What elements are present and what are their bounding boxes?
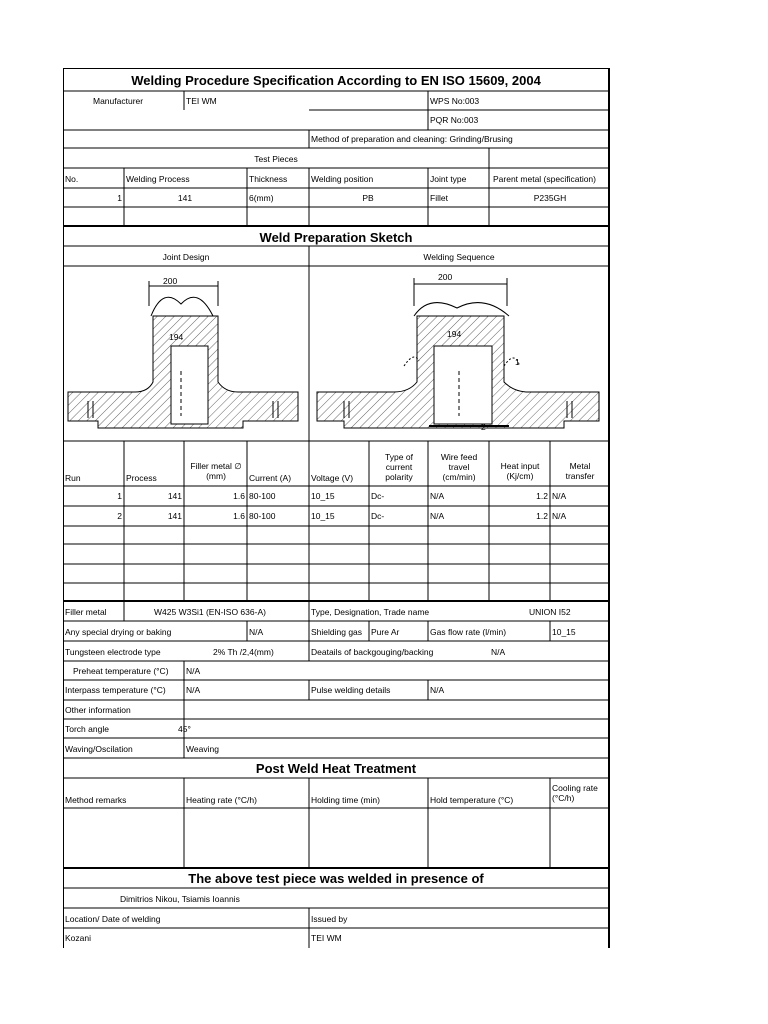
pwht-holding-time: Holding time (min) — [311, 795, 380, 805]
run-1-polarity: Dc- — [371, 491, 385, 501]
other-info-label: Other information — [65, 705, 131, 715]
run-2-polarity: Dc- — [371, 511, 385, 521]
preheat-value: N/A — [186, 666, 201, 676]
table-grid — [63, 68, 610, 948]
wps-document — [63, 68, 610, 948]
sequence-dim-inner: 194 — [447, 329, 462, 339]
run-1-filler: 1.6 — [233, 491, 245, 501]
run-header-polarity: Type of current polarity — [385, 452, 413, 482]
joint-dim-inner: 194 — [169, 332, 184, 342]
drying-value: N/A — [249, 627, 264, 637]
manufacturer-label: Manufacturer — [93, 96, 144, 106]
test-row-parent-metal: P235GH — [533, 193, 567, 203]
test-row-process: 141 — [177, 193, 193, 203]
run-header-heat-input: Heat input (Kj/cm) — [500, 461, 540, 481]
witness-names: Dimitrios Nikou, Tsiamis Ioannis — [120, 894, 240, 904]
waving-label: Waving/Oscilation — [65, 744, 133, 754]
shielding-gas-value: Pure Ar — [371, 627, 400, 637]
run-header-filler: Filler metal ∅ (mm) — [190, 461, 242, 481]
run-header-voltage: Voltage (V) — [311, 473, 354, 483]
run-header-process: Process — [126, 473, 157, 483]
manufacturer-value: TEI WM — [186, 96, 217, 106]
run-2-metal-transfer: N/A — [552, 511, 567, 521]
run-2-current: 80-100 — [249, 511, 276, 521]
waving-value: Weaving — [186, 744, 219, 754]
pwht-heating-rate: Heating rate (°C/h) — [186, 795, 257, 805]
preheat-label: Preheat temperature (°C) — [73, 666, 169, 676]
run-1-metal-transfer: N/A — [552, 491, 567, 501]
run-1-heat-input: 1.2 — [536, 491, 548, 501]
preparation-method: Method of preparation and cleaning: Grinding/Brusing — [311, 134, 513, 144]
sketch-heading: Weld Preparation Sketch — [259, 230, 413, 245]
gas-flow-value: 10_15 — [552, 627, 576, 637]
backgouging-label: Deatails of backgouging/backing — [311, 647, 434, 657]
joint-design-label: Joint Design — [162, 252, 210, 262]
test-header-thickness: Thickness — [249, 174, 288, 184]
run-header-wire-feed: Wire feed travel (cm/min) — [440, 452, 478, 482]
run-1-number: 1 — [117, 491, 122, 501]
welding-sequence-drawing — [317, 278, 599, 428]
filler-metal-value: W425 W3Si1 (EN-ISO 636-A) — [154, 607, 266, 617]
type-designation-value: UNION I52 — [529, 607, 571, 617]
test-header-parent-metal: Parent metal (specification) — [493, 174, 596, 184]
gas-flow-label: Gas flow rate (l/min) — [430, 627, 507, 637]
torch-angle-value: 45° — [178, 724, 191, 734]
pwht-method-remarks: Method remarks — [65, 795, 127, 805]
backgouging-value: N/A — [491, 647, 506, 657]
test-header-no: No. — [65, 174, 79, 184]
document-title: Welding Procedure Specification According to EN ISO 15609, 2004 — [131, 73, 541, 88]
torch-angle-label: Torch angle — [65, 724, 109, 734]
run-header-current: Current (A) — [249, 473, 292, 483]
location-value: Kozani — [65, 933, 91, 943]
interpass-value: N/A — [186, 685, 201, 695]
sequence-run-1: 1 — [515, 357, 520, 367]
run-2-filler: 1.6 — [233, 511, 245, 521]
test-row-no: 1 — [117, 193, 122, 203]
run-1-current: 80-100 — [249, 491, 276, 501]
pqr-number: PQR No:003 — [430, 115, 479, 125]
issued-by-value: TEI WM — [311, 933, 342, 943]
type-designation-label: Type, Designation, Trade name — [311, 607, 430, 617]
run-2-process: 141 — [167, 511, 182, 521]
test-row-joint: Fillet — [430, 193, 448, 203]
test-header-position: Welding position — [311, 174, 374, 184]
pwht-cooling-rate: Cooling rate (°C/h) — [552, 783, 598, 803]
location-date-label: Location/ Date of welding — [65, 914, 161, 924]
run-2-wire-feed: N/A — [430, 511, 445, 521]
run-header-run: Run — [65, 473, 81, 483]
interpass-label: Interpass temperature (°C) — [65, 685, 166, 695]
test-header-joint: Joint type — [430, 174, 467, 184]
test-row-position: PB — [362, 193, 374, 203]
test-header-process: Welding Process — [126, 174, 190, 184]
test-pieces-heading: Test Pieces — [254, 154, 298, 164]
issued-by-label: Issued by — [311, 914, 348, 924]
joint-dim-width: 200 — [163, 276, 178, 286]
drying-label: Any special drying or baking — [65, 627, 172, 637]
pwht-heading: Post Weld Heat Treatment — [255, 761, 417, 776]
run-2-number: 2 — [117, 511, 122, 521]
run-2-voltage: 10_15 — [311, 511, 335, 521]
shielding-gas-label: Shielding gas — [311, 627, 363, 637]
run-1-wire-feed: N/A — [430, 491, 445, 501]
pwht-hold-temperature: Hold temperature (°C) — [430, 795, 514, 805]
joint-design-drawing — [68, 281, 298, 428]
filler-metal-label: Filler metal — [65, 607, 107, 617]
sequence-dim-width: 200 — [438, 272, 453, 282]
run-1-voltage: 10_15 — [311, 491, 335, 501]
run-2-heat-input: 1.2 — [536, 511, 548, 521]
pulse-value: N/A — [430, 685, 445, 695]
pulse-label: Pulse welding details — [311, 685, 391, 695]
sequence-run-2: 2 — [481, 422, 486, 432]
run-header-metal-transfer: Metal transfer — [565, 461, 595, 481]
welding-sequence-label: Welding Sequence — [423, 252, 495, 262]
run-1-process: 141 — [167, 491, 182, 501]
wps-number: WPS No:003 — [430, 96, 480, 106]
tungsten-value: 2% Th /2,4(mm) — [213, 647, 274, 657]
tungsten-label: Tungsteen electrode type — [65, 647, 161, 657]
presence-heading: The above test piece was welded in presence of — [188, 871, 484, 886]
test-row-thickness: 6(mm) — [249, 193, 274, 203]
